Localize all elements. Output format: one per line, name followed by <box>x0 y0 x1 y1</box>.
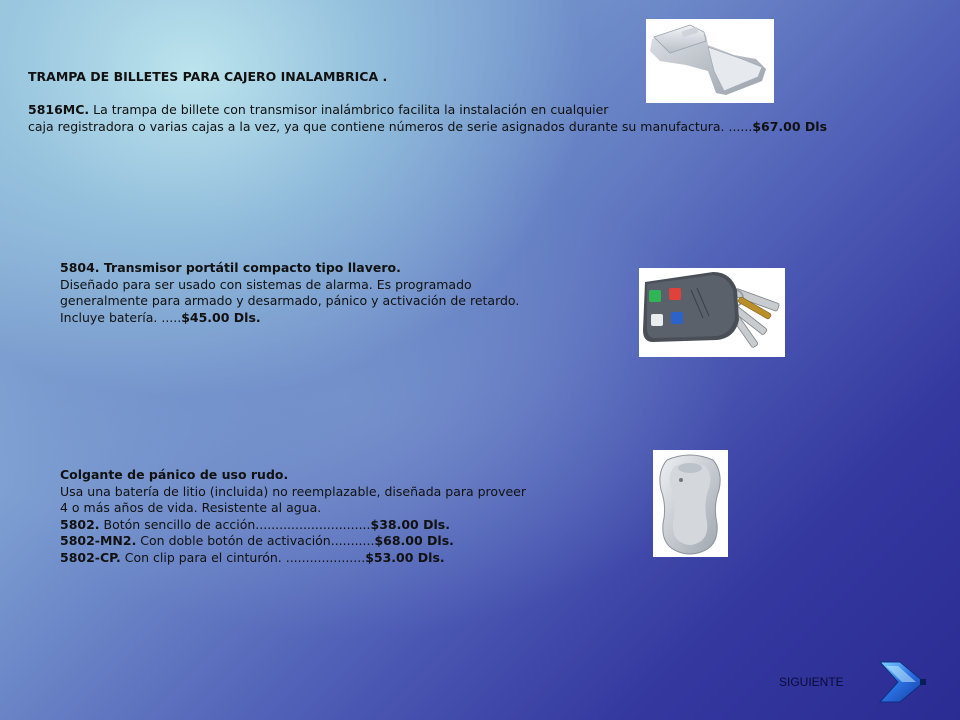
keychain-transmitter-icon <box>639 268 785 357</box>
panic-pendant-icon <box>653 450 728 557</box>
bill-trap-price: $67.00 Dls <box>752 118 828 134</box>
keychain-section <box>60 260 519 326</box>
next-link[interactable]: SIGUIENTE <box>779 675 844 689</box>
keychain-title: 5804. Transmisor portátil compacto tipo llavero. <box>60 260 401 275</box>
pendant-title: Colgante de pánico de uso rudo. <box>60 467 289 482</box>
pendant-option-5802-mn2 <box>60 533 526 550</box>
option-price: $68.00 Dls. <box>374 533 454 548</box>
keychain-description-2: generalmente para armado y desarmado, pánico y activación de retardo. <box>60 293 520 308</box>
option-model: 5802. <box>60 516 100 532</box>
bill-trap-model: 5816MC. <box>28 102 90 117</box>
option-description: Con doble botón de activación........... <box>136 533 375 548</box>
bill-trap-device-icon <box>646 19 774 103</box>
keychain-description-1: Diseñado para ser usado con sistemas de alarma. Es programado <box>60 276 472 292</box>
pendant-description-1: Usa una batería de litio (incluida) no reemplazable, diseñada para proveer <box>60 483 526 499</box>
option-description: Botón sencillo de acción............................. <box>99 516 371 532</box>
bill-trap-description-2: caja registradora o varias cajas a la vez, ya que contiene números de serie asignados durante su manufactura. ...... <box>28 118 753 134</box>
option-model: 5802-MN2. <box>60 533 137 548</box>
pendant-option-5802 <box>60 517 526 534</box>
pendant-option-5802-cp <box>60 550 526 567</box>
option-price: $38.00 Dls. <box>370 516 450 532</box>
panic-pendant-section <box>60 467 526 566</box>
pendant-description-2: 4 o más años de vida. Resistente al agua. <box>60 500 322 515</box>
next-arrow-icon[interactable] <box>878 660 928 704</box>
bill-trap-heading: TRAMPA DE BILLETES PARA CAJERO INALAMBRICA . <box>28 69 388 84</box>
option-price: $53.00 Dls. <box>365 549 445 565</box>
option-model: 5802-CP. <box>60 549 121 565</box>
keychain-description-3: Incluye batería. ..... <box>60 309 182 325</box>
keychain-price: $45.00 Dls. <box>181 309 261 325</box>
bill-trap-description-1: La trampa de billete con transmisor inalámbrico facilita la instalación en cualquier <box>89 102 609 117</box>
option-description: Con clip para el cinturón. .................... <box>120 549 366 565</box>
